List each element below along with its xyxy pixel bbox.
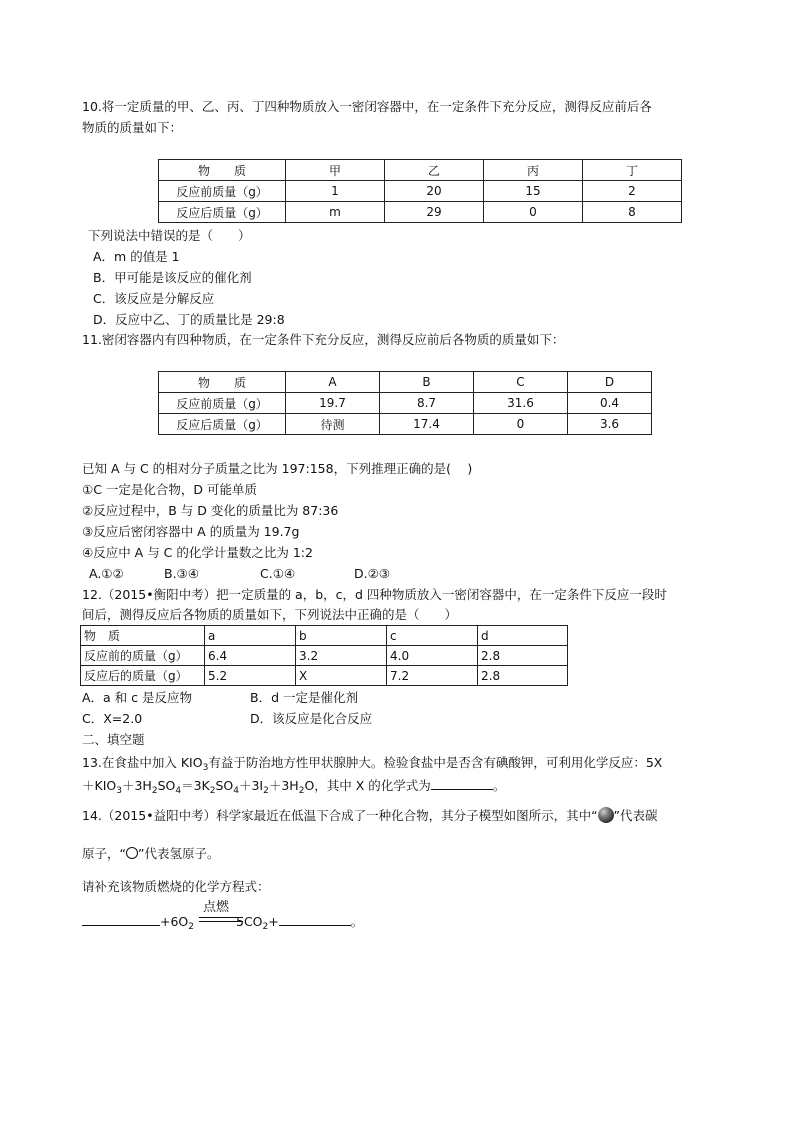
- equation-text: 5CO: [236, 914, 263, 929]
- q13-line1: 13.在食盐中加入 $KIO_3$有益于防治地方性甲状腺肿大。检验食盐中是否含有碘酸钾，可利用化学反应：5X: [82, 755, 663, 773]
- hydrogen-atom-icon: [126, 847, 138, 859]
- table-cell: 8.7: [380, 393, 474, 414]
- q11-table: [158, 371, 652, 435]
- table-cell: 0: [474, 414, 568, 435]
- q13-line2: $+KIO_3+3H_2SO_4=3K_2SO_4+3I_2+3H_2O$，其中 X 的化学式为 。: [82, 778, 506, 796]
- q14-line2: [82, 845, 219, 863]
- q12-line1: 12.（2015•衡阳中考）把一定质量的 a，b，c，d 四种物质放入一密闭容器中，在一定条件下反应一段时: [82, 587, 667, 602]
- q10-option-d: D．反应中乙、丁的质量比是 29:8: [93, 312, 285, 327]
- q14-line3: 请补充该物质燃烧的化学方程式：: [82, 879, 270, 894]
- q12-option-d: D．该反应是化合反应: [250, 711, 373, 726]
- q13-text: O，其中 X 的化学式为: [304, 778, 431, 793]
- q10-option-b: B．甲可能是该反应的催化剂: [93, 270, 252, 285]
- q13-text: ＋3H: [121, 778, 152, 793]
- table-cell: 20: [385, 181, 484, 202]
- q14-line1: [82, 807, 658, 825]
- table-cell: 15: [484, 181, 583, 202]
- table-cell: 5.2: [205, 666, 296, 686]
- table-cell: 3.6: [568, 414, 652, 435]
- q11-statement-4: ④反应中 A 与 C 的化学计量数之比为 1:2: [82, 545, 313, 560]
- answer-blank[interactable]: [431, 777, 493, 790]
- table-cell: 反应后质量（g）: [159, 202, 286, 223]
- table-cell: 反应前质量（g）: [159, 181, 286, 202]
- table-cell: A: [286, 372, 380, 393]
- q11-option-b: B.③④: [164, 566, 199, 581]
- table-cell: B: [380, 372, 474, 393]
- q14-text: 原子，“: [82, 846, 126, 861]
- q10-option-a: A．m 的值是 1: [93, 249, 180, 264]
- q13-text: 有益于防治地方性甲状腺肿大。检验食盐中是否含有碘酸钾，可利用化学反应：5X: [208, 755, 663, 770]
- table-cell: 0.4: [568, 393, 652, 414]
- table-cell: 1: [286, 181, 385, 202]
- q14-text: ”代表碳: [613, 808, 658, 823]
- q11-given: 已知 A 与 C 的相对分子质量之比为 197:158，下列推理正确的是( ): [82, 461, 473, 476]
- table-row: [159, 372, 652, 393]
- table-cell: 乙: [385, 160, 484, 181]
- table-cell: X: [296, 666, 387, 686]
- table-cell: 17.4: [380, 414, 474, 435]
- q13-text: ＝3K: [181, 778, 210, 793]
- q11-statement-2: ②反应过程中，B 与 D 变化的质量比为 87:36: [82, 503, 339, 518]
- carbon-atom-icon: [598, 807, 614, 823]
- table-cell: d: [478, 626, 568, 646]
- q10-table: [158, 159, 682, 223]
- table-cell: 甲: [286, 160, 385, 181]
- q12-option-a: A．a 和 c 是反应物: [82, 690, 193, 705]
- table-row: [159, 393, 652, 414]
- table-cell: 反应前质量（g）: [159, 393, 286, 414]
- table-cell: 反应后的质量（g）: [81, 666, 205, 686]
- table-cell: C: [474, 372, 568, 393]
- answer-blank[interactable]: [279, 913, 351, 926]
- equation-line: [199, 917, 243, 918]
- table-cell: 2.8: [478, 666, 568, 686]
- section-heading: 二、填空题: [82, 732, 145, 747]
- q13-text: ＋3H: [268, 778, 299, 793]
- q14-text: ”代表氢原子。: [137, 846, 220, 861]
- table-row: [81, 666, 568, 686]
- table-row: [159, 181, 682, 202]
- equation-text: +6O: [160, 914, 189, 929]
- equation-line: [199, 921, 243, 922]
- q11-statement-1: ①C 一定是化合物，D 可能单质: [82, 482, 258, 497]
- equation-text: +: [268, 914, 279, 929]
- table-cell: 7.2: [387, 666, 478, 686]
- q13-text: SO: [157, 778, 176, 793]
- q13-text: ＋3I: [238, 778, 264, 793]
- q12-option-c: C．X=2.0: [82, 711, 143, 726]
- table-cell: 4.0: [387, 646, 478, 666]
- q11-option-a: A.①②: [89, 566, 124, 581]
- table-row: [159, 414, 652, 435]
- table-cell: 8: [583, 202, 682, 223]
- q10-option-c: C．该反应是分解反应: [93, 291, 215, 306]
- q12-table: [80, 625, 568, 686]
- table-cell: 31.6: [474, 393, 568, 414]
- table-cell: 29: [385, 202, 484, 223]
- table-row: [159, 160, 682, 181]
- table-cell: 19.7: [286, 393, 380, 414]
- q10-line2: 物质的质量如下：: [82, 120, 183, 135]
- table-row: [81, 646, 568, 666]
- table-cell: m: [286, 202, 385, 223]
- table-cell: 物 质: [159, 372, 286, 393]
- q12-option-b: B．d 一定是催化剂: [250, 690, 358, 705]
- q11-line1: 11.密闭容器内有四种物质，在一定条件下充分反应，测得反应前后各物质的质量如下：: [82, 332, 565, 347]
- q13-text: 13.在食盐中加入 KIO: [82, 755, 203, 770]
- q13-text: ＋KIO: [82, 778, 117, 793]
- q11-option-c: C.①④: [260, 566, 296, 581]
- q10-line1: 10.将一定质量的甲、乙、丙、丁四种物质放入一密闭容器中，在一定条件下充分反应，测得反应前后各: [82, 99, 652, 114]
- table-cell: 物 质: [81, 626, 205, 646]
- table-cell: 3.2: [296, 646, 387, 666]
- q11-option-d: D.②③: [354, 566, 391, 581]
- q10-question: 下列说法中错误的是（ ）: [88, 228, 251, 243]
- table-cell: c: [387, 626, 478, 646]
- q13-text: SO: [215, 778, 234, 793]
- equation-text: 。: [350, 914, 364, 929]
- q13-text: 。: [492, 778, 506, 793]
- answer-blank[interactable]: [82, 913, 160, 926]
- table-cell: 2: [583, 181, 682, 202]
- table-cell: 丙: [484, 160, 583, 181]
- table-cell: 待测: [286, 414, 380, 435]
- table-row: [81, 626, 568, 646]
- q14-text: 14.（2015•益阳中考）科学家最近在低温下合成了一种化合物，其分子模型如图所示，其中“: [82, 808, 598, 823]
- q12-line2: 间后，测得反应后各物质的质量如下，下列说法中正确的是（ ）: [82, 607, 458, 622]
- table-cell: D: [568, 372, 652, 393]
- table-row: [159, 202, 682, 223]
- table-cell: 2.8: [478, 646, 568, 666]
- table-cell: 物 质: [159, 160, 286, 181]
- q14-equation: $+6O_2$ $5CO_2+$ 。: [82, 913, 363, 931]
- table-cell: a: [205, 626, 296, 646]
- table-cell: 0: [484, 202, 583, 223]
- table-cell: 反应前的质量（g）: [81, 646, 205, 666]
- table-cell: 丁: [583, 160, 682, 181]
- reaction-condition: 点燃: [203, 900, 230, 915]
- table-cell: 反应后质量（g）: [159, 414, 286, 435]
- q11-statement-3: ③反应后密闭容器中 A 的质量为 19.7g: [82, 524, 300, 539]
- table-cell: b: [296, 626, 387, 646]
- table-cell: 6.4: [205, 646, 296, 666]
